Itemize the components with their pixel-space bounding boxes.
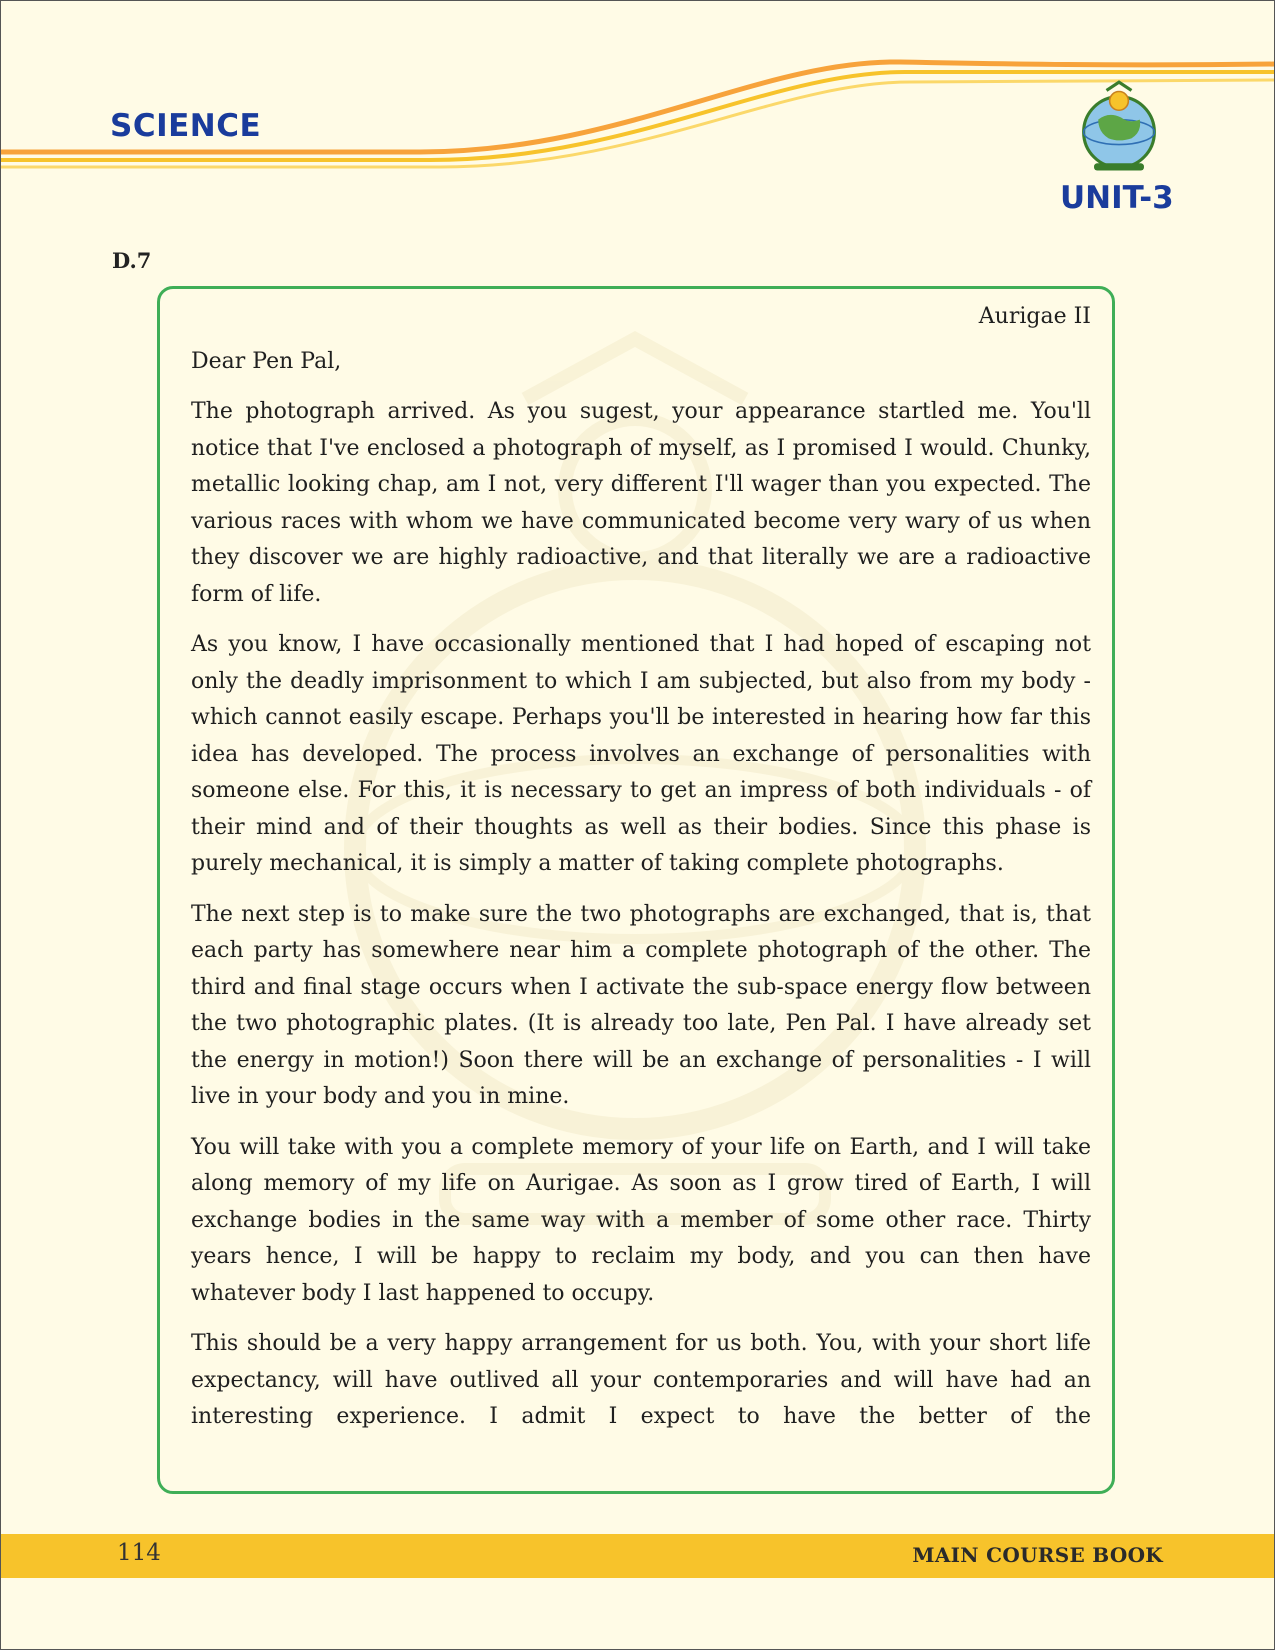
letter-paragraph: As you know, I have occasionally mentioned that I had hoped of escaping not only the deadly imprisonment to which I am subjected, but also from my body - which cannot easily escape. Perhaps you'll be interested in hearing how far this idea has developed. The process involves an exchange of personalities with someone else. For this, it is necessary to get an impress of both individuals - of their mind and of their thoughts as well as their bodies. Since this phase is purely mechanical, it is simply a matter of taking complete photographs.: [191, 632, 1091, 876]
school-emblem-globe-icon: [1067, 78, 1171, 182]
page-number: 114: [117, 1540, 161, 1566]
letter-paragraph: You will take with you a complete memory of your life on Earth, and I will take along memory of my life on Aurigae. As soon as I grow tired of Earth, I will exchange bodies in the same way with a member of some other race. Thirty years hence, I will be happy to reclaim my body, and you can then have whatever body I last happened to occupy.: [191, 1134, 1091, 1306]
letter-paragraph: The photograph arrived. As you sugest, your appearance startled me. You'll notice that I've enclosed a photograph of myself, as I promised I would. Chunky, metallic looking chap, am I not, very different I'll wager than you expected. The various races with whom we have communicated become very wary of us when they discover we are highly radioactive, and that literally we are a radioactive form of life.: [191, 399, 1091, 607]
subject-title: SCIENCE: [110, 108, 262, 144]
unit-label: UNIT-3: [1060, 180, 1174, 216]
section-number: D.7: [112, 248, 152, 273]
letter-content: [191, 299, 1091, 1450]
letter-paragraph: This should be a very happy arrangement for us both. You, with your short life expectancy, will have outlived all your contemporaries and will have had an interesting experience. I admit I expect to have the better of the: [191, 1331, 1091, 1429]
letter-paragraph: The next step is to make sure the two photographs are exchanged, that is, that each party has somewhere near him a complete photograph of the other. The third and final stage occurs when I activate the sub-space energy flow between the two photographic plates. (It is already too late, Pen Pal. I have already set the energy in motion!) Soon there will be an exchange of personalities - I will live in your body and you in mine.: [191, 901, 1091, 1109]
letter-salutation: Dear Pen Pal,: [191, 348, 342, 374]
letter-location: Aurigae II: [978, 304, 1091, 329]
book-title: MAIN COURSE BOOK: [912, 1543, 1163, 1567]
letter-box: [157, 286, 1115, 1494]
